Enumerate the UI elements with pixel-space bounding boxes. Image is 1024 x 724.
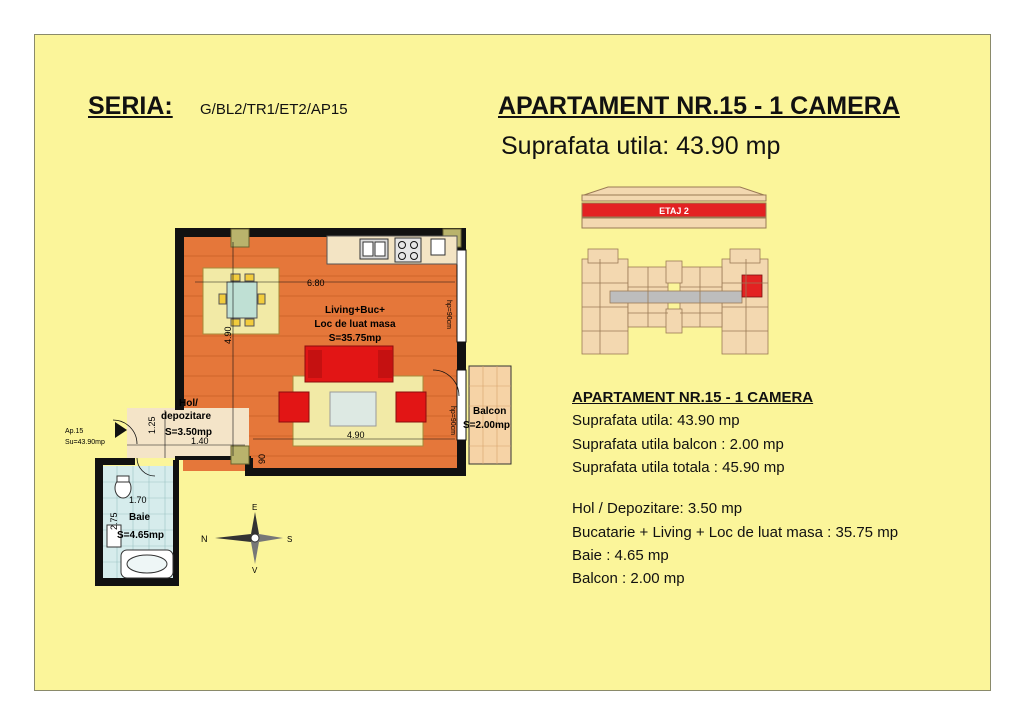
entrance-arrow-icon [115, 422, 127, 438]
dim-1-70: 1.70 [129, 495, 147, 505]
bathroom-label: Baie [129, 512, 151, 523]
dim-6-80: 6.80 [307, 278, 325, 288]
seria-value: G/BL2/TR1/ET2/AP15 [200, 101, 348, 118]
key-floor-plan [582, 249, 768, 354]
apartment-location-marker [742, 275, 762, 297]
info-hall-area: Hol / Depozitare: 3.50 mp [572, 500, 743, 517]
compass-s: S [287, 535, 293, 544]
armchair-right [396, 392, 426, 422]
apartment-title: APARTAMENT NR.15 - 1 CAMERA [498, 92, 900, 120]
usable-area-heading: Suprafata utila: 43.90 mp [501, 132, 781, 160]
living-label-line1: Living+Buc+ [324, 305, 386, 316]
hall-label-line1: Hol/ [179, 398, 198, 409]
compass-icon [201, 503, 292, 575]
compass-e: E [252, 503, 258, 512]
info-total-area: Suprafata utila totala : 45.90 mp [572, 459, 785, 476]
dim-4-90-vertical: 4.90 [223, 326, 233, 344]
fridge-icon [431, 239, 445, 255]
hall-label-line2: depozitare [161, 411, 212, 422]
compass-n: N [201, 534, 208, 544]
window-sill-label: hp=90cm [445, 300, 452, 329]
hall-area-label: S=3.50mp [165, 427, 212, 438]
balcony-label: Balcon [473, 406, 507, 417]
info-living-area: Bucatarie + Living + Loc de luat masa : 35.75 mp [572, 524, 899, 541]
dim-2-75: 2.75 [109, 512, 119, 530]
building-key-plan [570, 185, 780, 365]
building-elevation [582, 187, 766, 228]
dim-1-40: 1.40 [191, 436, 209, 446]
living-label-line2: Loc de luat masa [314, 319, 396, 330]
dim-90: 90 [257, 453, 267, 464]
living-area-label: S=35.75mp [328, 333, 382, 344]
door-sill-label: hp=90cm [449, 406, 456, 435]
dim-1-25: 1.25 [147, 416, 157, 434]
seria-label: SERIA: [88, 92, 173, 120]
entrance-apartment-label: Ap.15 [65, 428, 84, 435]
dining-set [203, 268, 279, 334]
info-balcony-area: Suprafata utila balcon : 2.00 mp [572, 436, 784, 453]
kitchen-counter [327, 236, 457, 264]
apartment-floor-plan [55, 220, 535, 595]
info-usable-area: Suprafata utila: 43.90 mp [572, 412, 740, 429]
bathroom-area-label: S=4.65mp [117, 530, 164, 541]
balcony-area-label: S=2.00mp [463, 420, 510, 431]
info-bathroom-area: Baie : 4.65 mp [572, 547, 669, 564]
info-balcony-room-area: Balcon : 2.00 mp [572, 570, 685, 587]
coffee-table [330, 392, 376, 426]
entrance-area-label: Su=43.90mp [65, 439, 105, 446]
armchair-left [279, 392, 309, 422]
floor-label: ETAJ 2 [659, 206, 689, 216]
info-title: APARTAMENT NR.15 - 1 CAMERA [572, 389, 814, 406]
compass-v: V [252, 566, 258, 575]
dim-4-90-horizontal: 4.90 [347, 430, 365, 440]
